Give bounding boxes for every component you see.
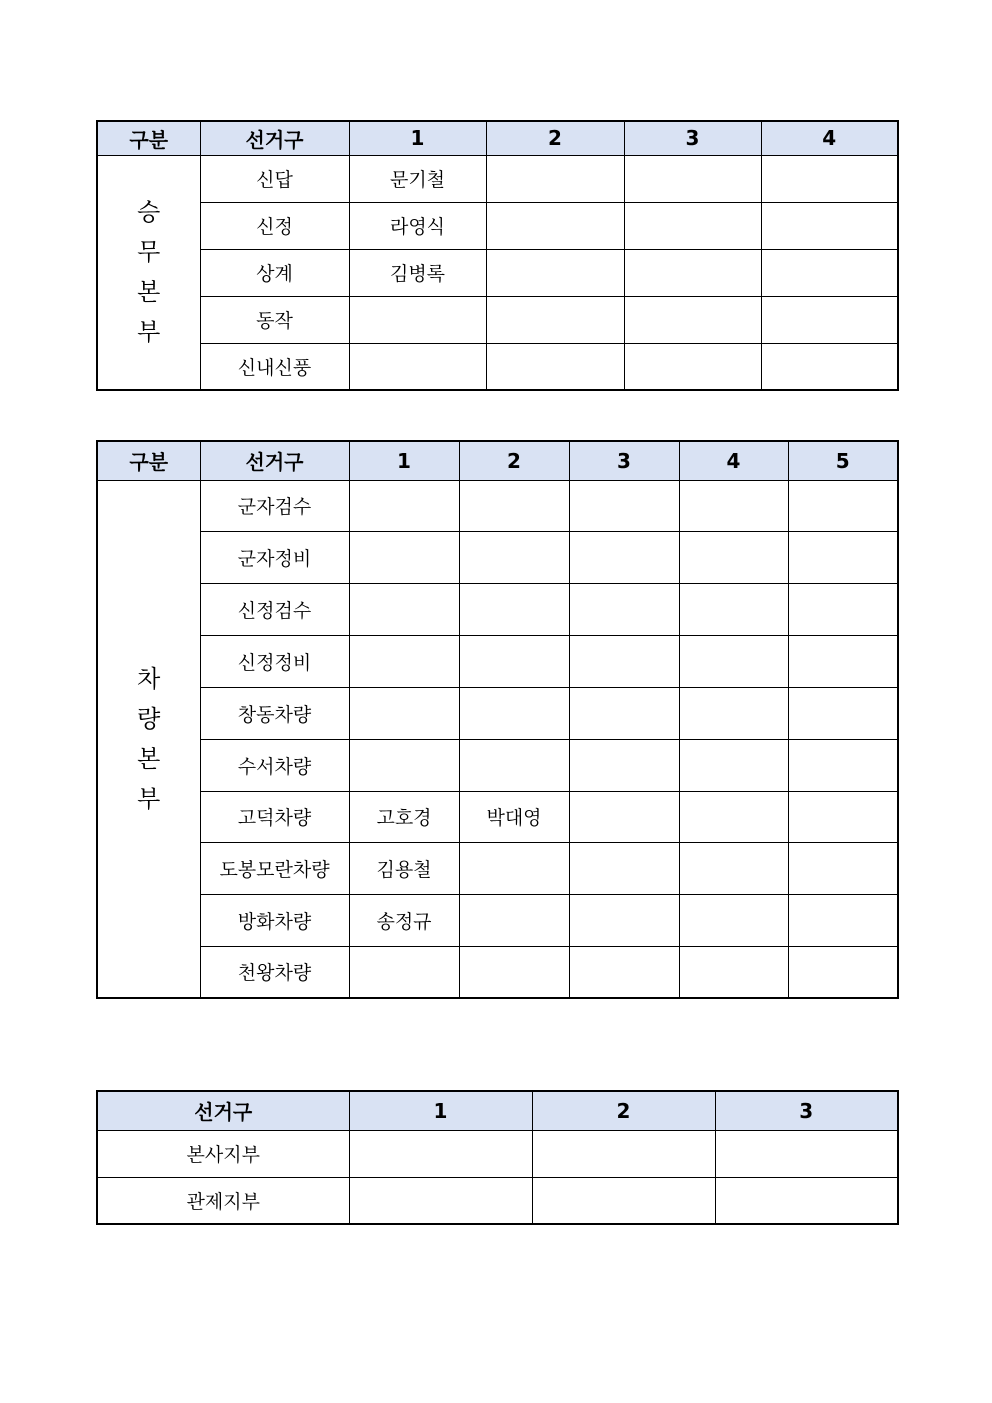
- candidate-cell: [459, 894, 569, 946]
- header-cell: 4: [679, 441, 788, 480]
- table-row: [97, 296, 898, 343]
- division-char: 본: [137, 744, 161, 773]
- candidate-cell: [788, 583, 898, 635]
- division-char: 본: [137, 278, 161, 307]
- table-row: [97, 480, 898, 531]
- candidate-cell: [569, 791, 679, 842]
- table-row: [97, 635, 898, 687]
- candidate-cell: [679, 894, 788, 946]
- candidate-cell: [349, 635, 459, 687]
- candidate-cell: [788, 739, 898, 791]
- candidate-cell: [761, 249, 898, 296]
- candidate-cell: [788, 687, 898, 739]
- header-cell: 선거구: [200, 441, 349, 480]
- candidate-cell: 라영식: [349, 202, 486, 249]
- division-char: 승: [137, 198, 161, 227]
- district-cell: 신정검수: [200, 583, 349, 635]
- header-cell: 1: [349, 441, 459, 480]
- candidate-cell: [349, 480, 459, 531]
- header-cell: 1: [349, 121, 486, 155]
- table-row: [97, 739, 898, 791]
- candidate-cell: [788, 946, 898, 998]
- candidate-cell: [569, 635, 679, 687]
- district-cell: 도봉모란차량: [200, 842, 349, 894]
- candidate-cell: [459, 583, 569, 635]
- district-cell: 동작: [200, 296, 349, 343]
- candidate-cell: [679, 531, 788, 583]
- candidate-cell: [349, 343, 486, 390]
- candidate-cell: [679, 687, 788, 739]
- candidate-cell: [679, 583, 788, 635]
- candidate-cell: [532, 1130, 715, 1177]
- district-cell: 방화차량: [200, 894, 349, 946]
- candidate-cell: [788, 635, 898, 687]
- header-cell: 선거구: [97, 1091, 349, 1130]
- district-cell: 신답: [200, 155, 349, 202]
- candidate-cell: [715, 1130, 898, 1177]
- candidate-cell: [349, 687, 459, 739]
- candidate-cell: [788, 791, 898, 842]
- candidate-cell: 고호경: [349, 791, 459, 842]
- candidate-cell: [761, 202, 898, 249]
- header-cell: 3: [624, 121, 761, 155]
- candidate-cell: [486, 202, 624, 249]
- candidate-cell: [486, 296, 624, 343]
- candidate-cell: [679, 946, 788, 998]
- district-cell: 신정: [200, 202, 349, 249]
- candidate-cell: [788, 480, 898, 531]
- candidate-cell: [349, 739, 459, 791]
- header-cell: 5: [788, 441, 898, 480]
- election-table-3: [96, 1090, 899, 1225]
- division-char: 차: [137, 664, 161, 693]
- header-cell: 구분: [97, 121, 200, 155]
- district-cell: 창동차량: [200, 687, 349, 739]
- district-cell: 수서차량: [200, 739, 349, 791]
- candidate-cell: [679, 842, 788, 894]
- election-table-2: [96, 440, 899, 999]
- division-char: 무: [137, 238, 161, 267]
- candidate-cell: [569, 583, 679, 635]
- district-cell: 신내신풍: [200, 343, 349, 390]
- district-cell: 신정정비: [200, 635, 349, 687]
- header-cell: 2: [459, 441, 569, 480]
- division-char: 량: [137, 704, 161, 733]
- table-row: [97, 842, 898, 894]
- candidate-cell: 송정규: [349, 894, 459, 946]
- division-cell: [97, 155, 200, 390]
- division-char: 부: [137, 318, 161, 347]
- candidate-cell: 문기철: [349, 155, 486, 202]
- candidate-cell: [679, 739, 788, 791]
- header-cell: 선거구: [200, 121, 349, 155]
- table-row: [97, 249, 898, 296]
- table-row: [97, 894, 898, 946]
- table-row: [97, 531, 898, 583]
- candidate-cell: [459, 946, 569, 998]
- table-row: [97, 583, 898, 635]
- candidate-cell: [569, 687, 679, 739]
- candidate-cell: [788, 894, 898, 946]
- table-row: [97, 1177, 898, 1224]
- candidate-cell: [349, 531, 459, 583]
- table-header-row: [97, 441, 898, 480]
- candidate-cell: [624, 343, 761, 390]
- candidate-cell: [761, 343, 898, 390]
- candidate-cell: [486, 155, 624, 202]
- table-row: [97, 791, 898, 842]
- header-cell: 2: [486, 121, 624, 155]
- candidate-cell: [624, 202, 761, 249]
- candidate-cell: [679, 480, 788, 531]
- candidate-cell: [569, 531, 679, 583]
- candidate-cell: 김용철: [349, 842, 459, 894]
- division-char: 부: [137, 784, 161, 813]
- candidate-cell: [459, 687, 569, 739]
- candidate-cell: [349, 583, 459, 635]
- table-header-row: [97, 1091, 898, 1130]
- district-cell: 천왕차량: [200, 946, 349, 998]
- candidate-cell: [569, 894, 679, 946]
- candidate-cell: [788, 842, 898, 894]
- header-cell: 3: [715, 1091, 898, 1130]
- header-cell: 1: [349, 1091, 532, 1130]
- header-cell: 3: [569, 441, 679, 480]
- candidate-cell: [679, 791, 788, 842]
- candidate-cell: [569, 842, 679, 894]
- candidate-cell: [569, 739, 679, 791]
- candidate-cell: [486, 343, 624, 390]
- candidate-cell: [715, 1177, 898, 1224]
- candidate-cell: [349, 296, 486, 343]
- table-header-row: [97, 121, 898, 155]
- district-cell: 본사지부: [97, 1130, 349, 1177]
- candidate-cell: [349, 1130, 532, 1177]
- candidate-cell: [624, 296, 761, 343]
- candidate-cell: [486, 249, 624, 296]
- table-row: [97, 202, 898, 249]
- header-cell: 구분: [97, 441, 200, 480]
- candidate-cell: [569, 946, 679, 998]
- district-cell: 군자검수: [200, 480, 349, 531]
- candidate-cell: [532, 1177, 715, 1224]
- district-cell: 상계: [200, 249, 349, 296]
- table-row: [97, 946, 898, 998]
- candidate-cell: [459, 842, 569, 894]
- division-cell: [97, 480, 200, 998]
- candidate-cell: [624, 155, 761, 202]
- candidate-cell: [761, 155, 898, 202]
- candidate-cell: 박대영: [459, 791, 569, 842]
- table-row: [97, 1130, 898, 1177]
- district-cell: 군자정비: [200, 531, 349, 583]
- district-cell: 고덕차량: [200, 791, 349, 842]
- candidate-cell: [349, 946, 459, 998]
- header-cell: 4: [761, 121, 898, 155]
- election-table-1: [96, 120, 899, 391]
- candidate-cell: [679, 635, 788, 687]
- candidate-cell: [761, 296, 898, 343]
- candidate-cell: [788, 531, 898, 583]
- header-cell: 2: [532, 1091, 715, 1130]
- candidate-cell: 김병록: [349, 249, 486, 296]
- table-row: [97, 343, 898, 390]
- table-row: [97, 155, 898, 202]
- candidate-cell: [459, 739, 569, 791]
- candidate-cell: [459, 531, 569, 583]
- table-row: [97, 687, 898, 739]
- district-cell: 관제지부: [97, 1177, 349, 1224]
- candidate-cell: [459, 635, 569, 687]
- candidate-cell: [459, 480, 569, 531]
- candidate-cell: [569, 480, 679, 531]
- candidate-cell: [349, 1177, 532, 1224]
- candidate-cell: [624, 249, 761, 296]
